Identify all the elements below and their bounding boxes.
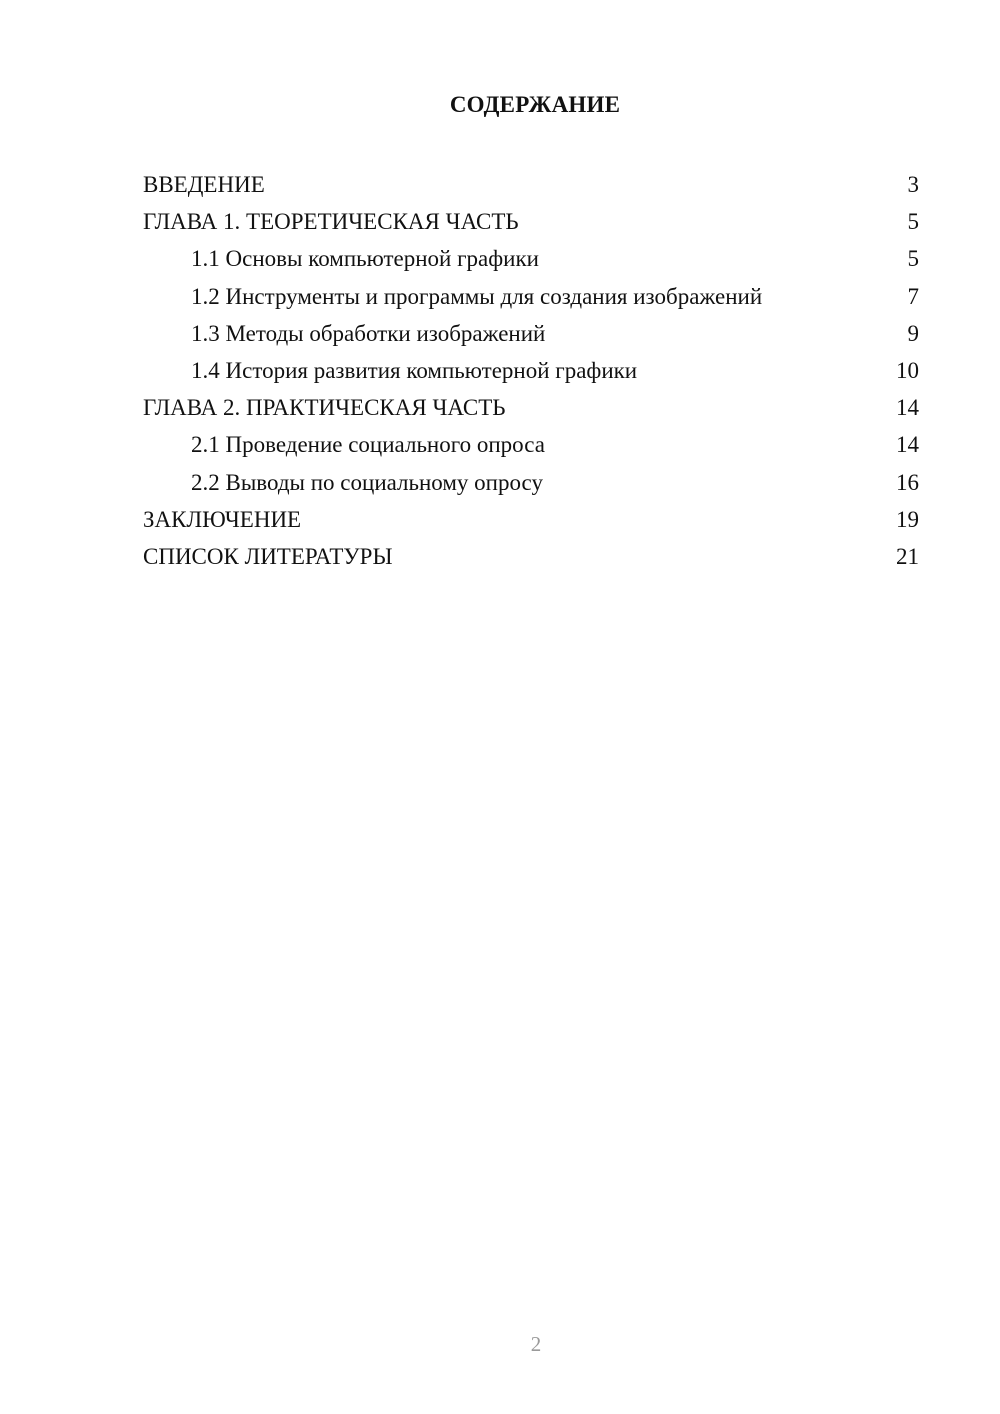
- toc-entry-label: 1.4 История развития компьютерной графики: [191, 357, 638, 383]
- toc-entry-page: 5: [907, 209, 919, 235]
- toc-entry-label: ГЛАВА 2. ПРАКТИЧЕСКАЯ ЧАСТЬ: [143, 395, 506, 421]
- toc-entry-section-1-1: [143, 240, 919, 277]
- toc-entry-page: 16: [896, 469, 919, 495]
- page-number: 2: [530, 1332, 542, 1356]
- toc-entry-conclusion: [143, 501, 919, 538]
- toc-entry-label: 1.1 Основы компьютерной графики: [191, 246, 539, 272]
- toc-entry-label: ГЛАВА 1. ТЕОРЕТИЧЕСКАЯ ЧАСТЬ: [143, 209, 519, 235]
- toc-entry-page: 19: [896, 506, 919, 532]
- toc-entry-label: 1.3 Методы обработки изображений: [191, 320, 546, 346]
- toc-entry-label: ВВЕДЕНИЕ: [143, 172, 265, 197]
- toc-entry-page: 9: [907, 320, 919, 346]
- toc-entry-page: 14: [896, 432, 919, 458]
- toc-entry-references: [143, 538, 919, 575]
- page-title: СОДЕРЖАНИЕ: [449, 92, 621, 117]
- toc-entry-chapter-1: [143, 203, 919, 240]
- toc-entry-chapter-2: [143, 389, 919, 426]
- toc-entry-introduction: [143, 166, 919, 203]
- toc-entry-page: 14: [896, 395, 919, 421]
- table-of-contents: [143, 166, 919, 575]
- toc-entry-label: 2.2 Выводы по социальному опросу: [191, 469, 543, 495]
- toc-entry-label: ЗАКЛЮЧЕНИЕ: [143, 506, 302, 532]
- toc-entry-page: 7: [907, 283, 919, 309]
- toc-entry-page: 5: [907, 246, 919, 272]
- toc-entry-page: 21: [896, 543, 919, 569]
- toc-entry-label: СПИСОК ЛИТЕРАТУРЫ: [143, 543, 393, 569]
- toc-entry-label: 2.1 Проведение социального опроса: [191, 432, 545, 458]
- toc-entry-section-1-4: [143, 352, 919, 389]
- toc-entry-page: 3: [907, 172, 919, 197]
- toc-entry-section-2-1: [143, 426, 919, 463]
- toc-entry-label: 1.2 Инструменты и программы для создания изображений: [191, 283, 763, 309]
- toc-entry-section-1-3: [143, 315, 919, 352]
- toc-entry-section-2-2: [143, 464, 919, 501]
- toc-entry-page: 10: [896, 357, 919, 383]
- toc-entry-section-1-2: [143, 278, 919, 315]
